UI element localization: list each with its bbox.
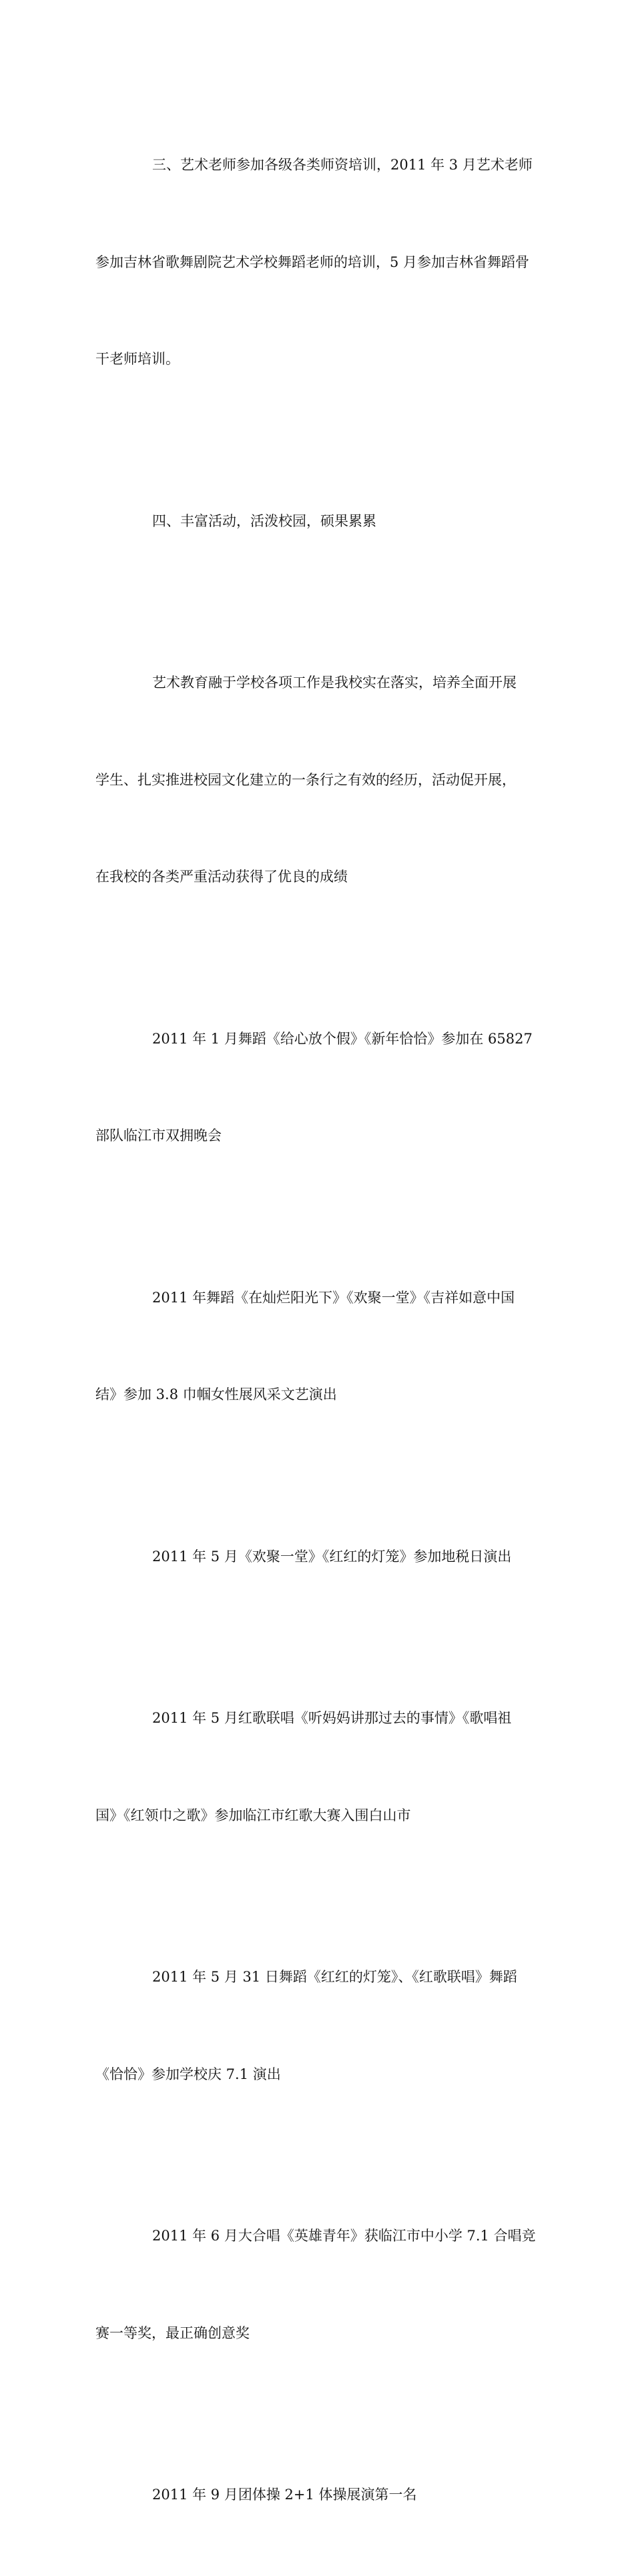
text-line: 赛一等奖，最正确创意奖 [95,2324,250,2341]
text-line: 参加吉林省歌舞剧院艺术学校舞蹈老师的培训，5 月参加吉林省舞蹈骨 [95,254,530,270]
paragraph-teacher-training [95,84,540,440]
text-line: 艺术教育融于学校各项工作是我校实在落实，培养全面开展 [152,675,517,691]
paragraph-event-womens-day [95,1217,540,1476]
text-line: 干老师培训。 [95,351,180,367]
text-line: 学生、扎实推进校园文化建立的一条行之有效的经历，活动促开展， [95,771,516,788]
text-line: 2011 年 1 月舞蹈《给心放个假》《新年恰恰》参加在 65827 [152,1030,533,1047]
paragraph-event-school-celebration [95,1896,540,2155]
text-line: 部队临江市双拥晚会 [95,1128,222,1144]
paragraph-event-gymnastics [95,2414,540,2576]
text-line: 2011 年 5 月 31 日舞蹈《红红的灯笼》、《红歌联唱》舞蹈 [152,1969,517,1985]
paragraph-event-tax-day [95,1476,540,1638]
text-line: 四、丰富活动，活泼校园，硕果累累 [152,512,376,529]
text-line: 2011 年 9 月团体操 2+1 体操展演第一名 [152,2487,417,2503]
paragraph-section-heading [95,440,540,602]
text-line: 在我校的各类严重活动获得了优良的成绩 [95,869,348,885]
text-line: 结》参加 3.8 巾帼女性展风采文艺演出 [95,1386,337,1402]
paragraph-event-jan [95,958,540,1217]
text-line: 国》《红领巾之歌》参加临江市红歌大赛入围白山市 [95,1807,411,1823]
paragraph-event-chorus [95,2155,540,2414]
text-line: 2011 年 6 月大合唱《英雄青年》获临江市中小学 7.1 合唱竞 [152,2228,536,2244]
text-line: 2011 年 5 月《欢聚一堂》《红红的灯笼》参加地税日演出 [152,1548,512,1565]
paragraph-art-education [95,602,540,958]
document-body [95,84,540,2576]
text-line: 2011 年 5 月红歌联唱《听妈妈讲那过去的事情》《歌唱祖 [152,1710,512,1726]
paragraph-event-red-songs [95,1637,540,1896]
text-line: 2011 年舞蹈《在灿烂阳光下》《欢聚一堂》《吉祥如意中国 [152,1289,515,1306]
text-line: 三、艺术老师参加各级各类师资培训，2011 年 3 月艺术老师 [152,157,533,173]
text-line: 《恰恰》参加学校庆 7.1 演出 [95,2066,281,2082]
